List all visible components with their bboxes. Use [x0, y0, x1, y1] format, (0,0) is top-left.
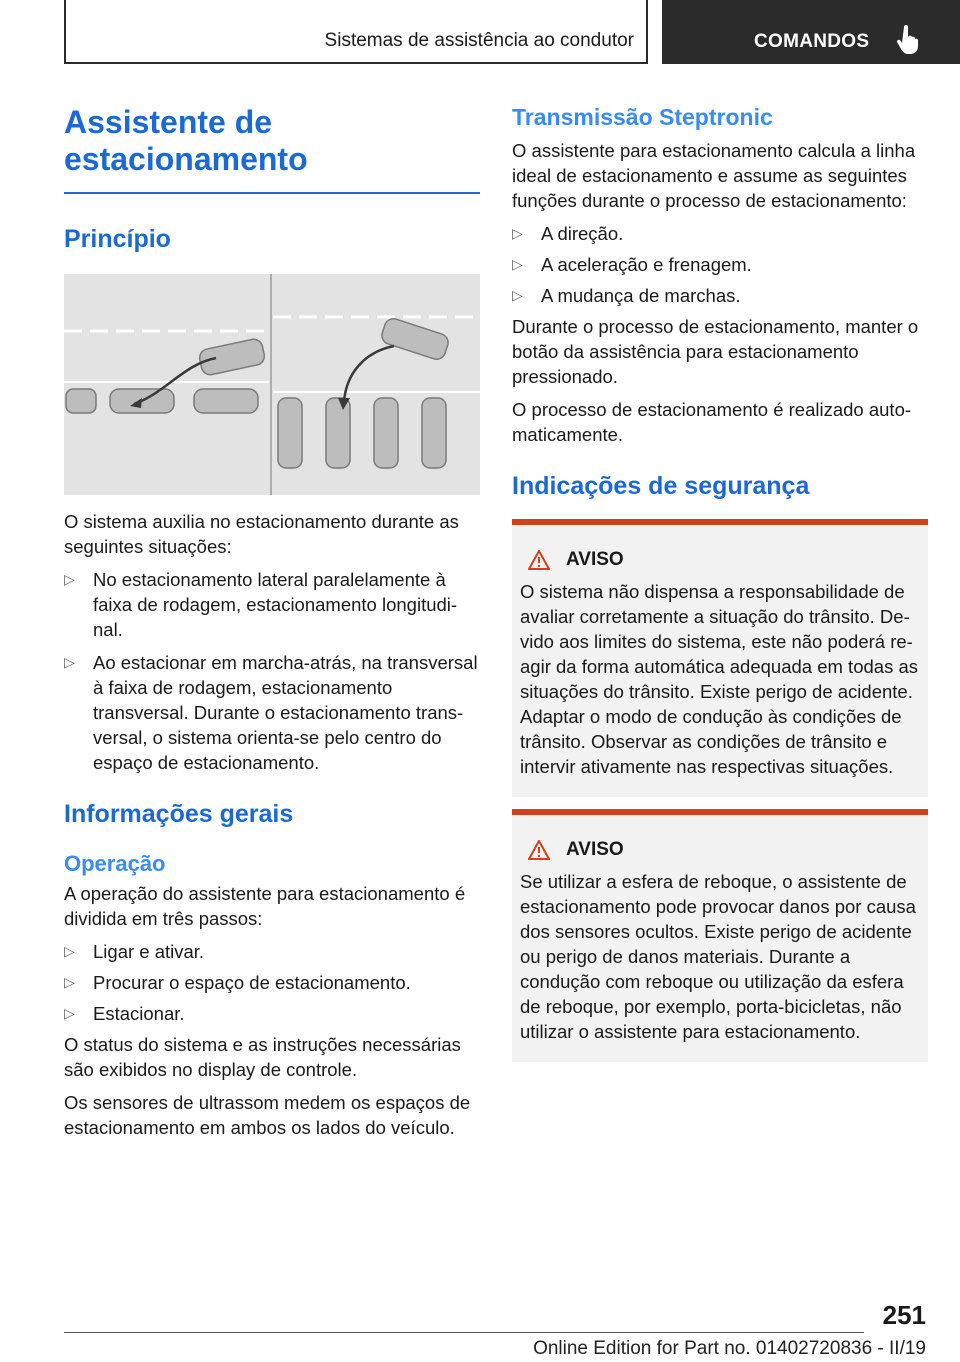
triangle-bullet-icon: ▷: [64, 654, 75, 670]
hold-button-text: Durante o processo de estacionamento, manter o botão da assistência para estacionamento pressionado.: [512, 316, 919, 387]
parking-illustration: [64, 274, 480, 495]
general-info-heading: Informações gerais: [64, 800, 294, 828]
warning-header: [528, 839, 920, 861]
warning-triangle-icon: [528, 550, 550, 570]
header-title: Sistemas de assistência ao condutor: [324, 30, 634, 51]
footer-divider: [64, 1332, 864, 1333]
safety-heading: Indicações de segurança: [512, 472, 810, 500]
sensors-text: Os sensores de ultrassom medem os espaços de estacionamento em ambos os lados do veículo.: [64, 1092, 471, 1138]
functions-list: [512, 221, 928, 308]
list-item: ▷ No estacionamento lateral paralelamente à faixa de rodagem, estacionamento longitudinal.: [64, 569, 458, 640]
steptronic-intro: O assistente para estacionamento calcula a linha ideal de estacionamento e assume as seguintes funções durante o processo de estacionamento:: [512, 140, 916, 211]
warning-text: O sistema não dispensa a responsabilidade de avaliar corretamente a situação do trânsito. Devido aos limites do sistema, este não poderá reagir da forma automática adequada em todas as situações do trânsito. Existe perigo de acidente. Adaptar o modo de condução às condições de trânsito. Observar as condições de trânsito e intervir ativamente nas respectivas situações.: [520, 581, 918, 777]
triangle-bullet-icon: ▷: [64, 974, 75, 990]
warning-text: Se utilizar a esfera de reboque, o assistente de estacionamento pode provocar danos por causa dos sensores ocultos. Existe perigo de acidente ou perigo de danos materiais. Durante a condução com reboque ou utilização da esfera de reboque, por exemplo, porta-bicicletas, não utilizar o assistente para estacionamento.: [520, 871, 916, 1042]
warning-label: AVISO: [566, 549, 624, 570]
operation-intro: A operação do assistente para estacionamento é dividida em três passos:: [64, 883, 466, 929]
steps-list: [64, 939, 480, 1026]
operation-heading: Operação: [64, 851, 166, 876]
triangle-bullet-icon: ▷: [64, 1005, 75, 1021]
steptronic-heading: Transmissão Steptronic: [512, 104, 773, 130]
header-section-box: [662, 0, 960, 64]
list-item: ▷ Procurar o espaço de estacionamento.: [64, 972, 411, 993]
warning-box: [512, 809, 928, 1062]
triangle-bullet-icon: ▷: [512, 225, 523, 241]
footer-edition: Online Edition for Part no. 01402720836 - II/19: [533, 1338, 926, 1359]
header-title-box: [64, 0, 648, 64]
page-number: 251: [882, 1300, 926, 1330]
header-section-label: COMANDOS: [754, 31, 870, 52]
triangle-bullet-icon: ▷: [512, 287, 523, 303]
pointing-hand-icon: [895, 25, 919, 55]
warning-box: [512, 519, 928, 797]
automatic-text: O processo de estacionamento é realizado automaticamente.: [512, 399, 912, 445]
principle-heading: Princípio: [64, 225, 171, 253]
triangle-bullet-icon: ▷: [64, 571, 75, 587]
list-item: ▷ Estacionar.: [64, 1003, 185, 1024]
list-item: ▷ A aceleração e frenagem.: [512, 254, 752, 275]
right-column: [512, 104, 928, 1062]
parking-diagram: [64, 274, 480, 495]
intro-text: O sistema auxilia no estacionamento durante as seguintes situações:: [64, 511, 459, 557]
page-title: Assistente de estacionamento: [64, 104, 480, 194]
list-item: ▷ A mudança de marchas.: [512, 285, 741, 306]
list-item: ▷ Ligar e ativar.: [64, 941, 205, 962]
warning-triangle-icon: [528, 840, 550, 860]
triangle-bullet-icon: ▷: [512, 256, 523, 272]
triangle-bullet-icon: ▷: [64, 943, 75, 959]
status-text: O status do sistema e as instruções necessárias são exibidos no display de controle.: [64, 1034, 461, 1080]
warning-label: AVISO: [566, 839, 624, 860]
list-item: ▷ A direção.: [512, 223, 624, 244]
left-column: [64, 104, 480, 1140]
warning-header: [528, 549, 920, 571]
list-item: ▷ Ao estacionar em marcha-atrás, na transversal à faixa de rodagem, estacionamento transversal. Durante o estacionamento transversal, o sistema orienta-se pelo centro do espaço de estacionamento.: [64, 652, 478, 773]
situations-list: [64, 567, 480, 775]
